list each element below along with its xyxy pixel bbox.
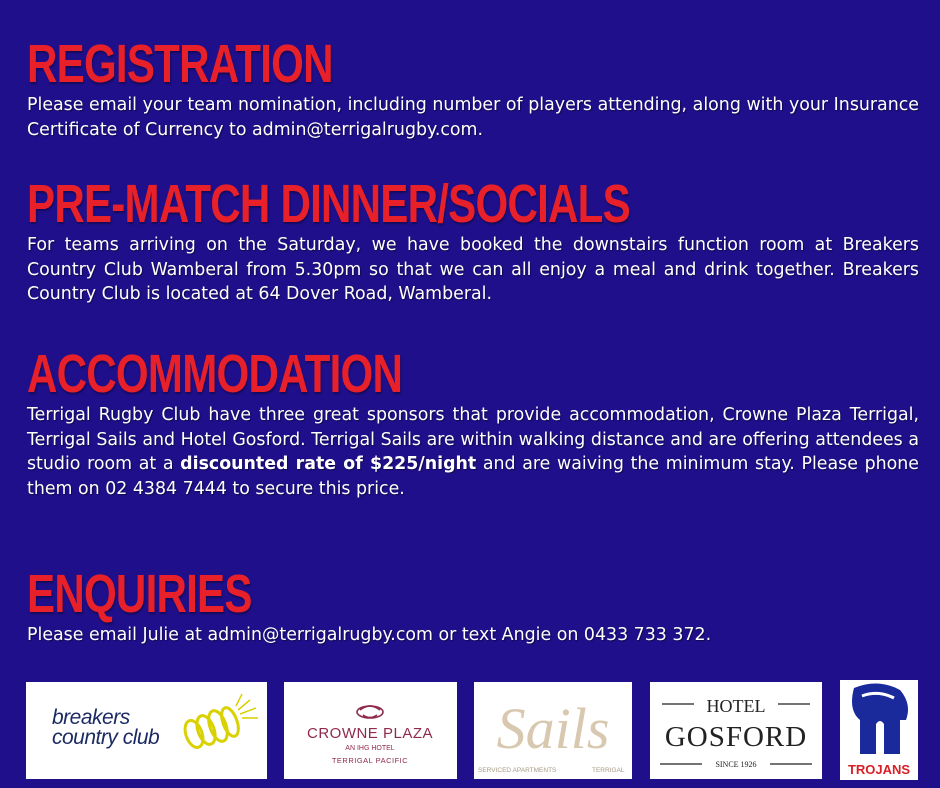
trojans-helmet-icon (840, 680, 918, 780)
enquiries-text: Please email Julie at admin@terrigalrugby.com or text Angie on 0433 733 372. (27, 625, 712, 645)
crowne-location: TERRIGAL PACIFIC (331, 756, 409, 765)
registration-heading: REGISTRATION (27, 34, 333, 94)
gosford-since: SINCE 1926 (715, 760, 757, 769)
sails-right: TERRIGAL (592, 767, 625, 774)
gosford-name: GOSFORD (664, 721, 808, 753)
discount-rate-text: discounted rate of $225/night (180, 454, 477, 474)
crowne-sub: AN IHG HOTEL (345, 745, 395, 752)
accommodation-text-part1: Terrigal Rugby Club have three great sponsors that provide accommodation, Crowne Plaza Terrigal, Terrigal Sails and Hotel Gosford. Terrigal Sails are within walking distance and are offering attendees a studio room at a (27, 405, 919, 474)
dinner-heading: PRE-MATCH DINNER/SOCIALS (27, 174, 630, 234)
accommodation-section (27, 345, 919, 501)
gosford-logo-graphic (650, 682, 822, 779)
enquiries-heading: ENQUIRIES (27, 564, 252, 624)
crowne-logo-graphic (284, 682, 457, 779)
sails-left: SERVICED APARTMENTS (478, 767, 557, 774)
sails-name: Sails (496, 696, 610, 761)
registration-text: Please email your team nomination, including number of players attending, along with your Insurance Certificate of Currency to admin@terrigalrugby.com. (27, 95, 919, 140)
accommodation-text (27, 403, 919, 501)
dinner-section (27, 175, 919, 307)
crowne-name: CROWNE PLAZA (306, 725, 434, 742)
trojans-name: TROJANS (847, 762, 911, 777)
dinner-text: For teams arriving on the Saturday, we have booked the downstairs function room at Breakers Country Club Wamberal from 5.30pm so that we can all enjoy a meal and drink together. Breakers Country Club is located at 64 Dover Road, Wamberal. (27, 235, 919, 304)
gosford-top: HOTEL (706, 696, 766, 716)
sails-logo-graphic (474, 682, 632, 779)
accommodation-text-part2: and are waiving the minimum stay. Please phone them on 02 4384 7444 to secure this price. (27, 454, 919, 499)
breakers-name: breakers (52, 706, 130, 729)
breakers-logo-graphic (26, 682, 267, 779)
breakers-sub: country club (52, 726, 160, 749)
crowne-plaza-logo (284, 682, 457, 779)
trojans-logo (840, 680, 918, 780)
breakers-country-club-logo (26, 682, 267, 779)
registration-section (27, 35, 919, 142)
hotel-gosford-logo (650, 682, 822, 779)
enquiries-section (27, 565, 919, 648)
accommodation-heading: ACCOMMODATION (27, 344, 403, 404)
terrigal-sails-logo (474, 682, 632, 779)
